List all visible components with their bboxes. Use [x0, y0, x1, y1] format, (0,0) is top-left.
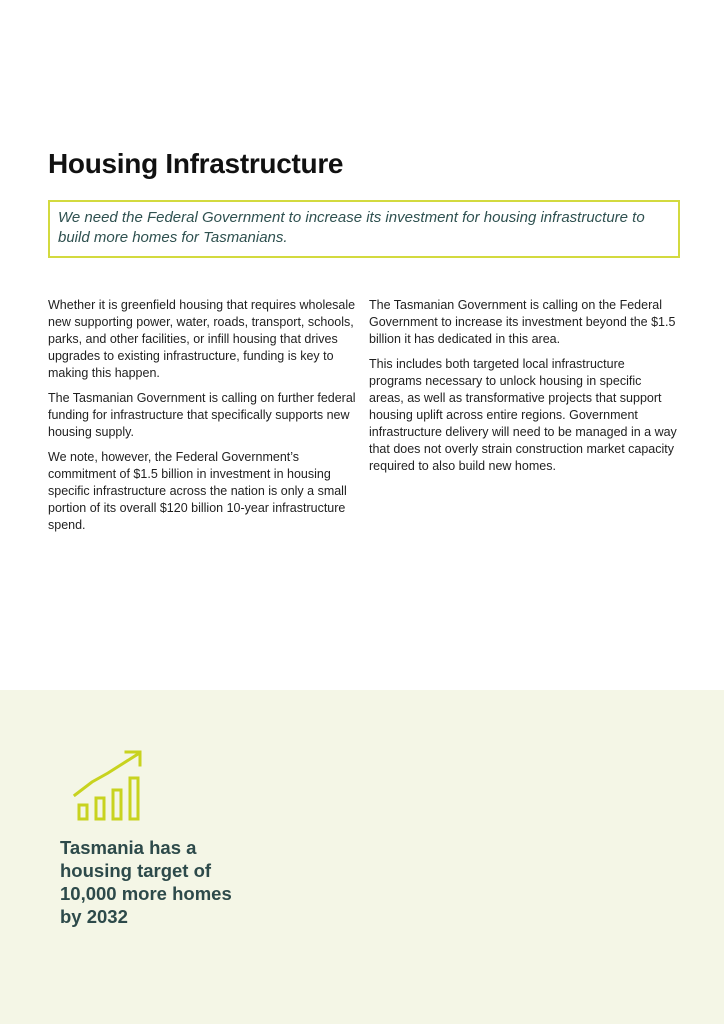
paragraph: The Tasmanian Government is calling on further federal funding for infrastructure that specifically supports new housing supply.	[48, 391, 356, 439]
housing-target-line: 10,000 more homes	[60, 883, 232, 904]
left-column	[48, 297, 356, 542]
page-title: Housing Infrastructure	[48, 148, 344, 179]
paragraph: We note, however, the Federal Government’s commitment of $1.5 billion in investment in housing specific infrastructure across the nation is only a small portion of its overall $120 billion 10-year infrastructure spend.	[48, 450, 347, 532]
right-column	[369, 297, 677, 483]
callout-text: We need the Federal Government to increase its investment for housing infrastructure to build more homes for Tasmanians.	[58, 209, 645, 246]
callout-box	[48, 200, 680, 258]
housing-target-line: housing target of	[60, 860, 212, 881]
paragraph: Whether it is greenfield housing that requires wholesale new supporting power, water, roads, transport, schools, parks, and other facilities, or infill housing that drives upgrades to existing infrastructure, funding is key to making this happen.	[48, 298, 356, 380]
housing-target-line: Tasmania has a	[60, 837, 197, 858]
paragraph: This includes both targeted local infrastructure programs necessary to unlock housing in specific areas, as well as transformative projects that support housing uplift across entire regions. Government infrastructure delivery will need to be managed in a way that does not overly strain construction market capacity required to also build new homes.	[369, 357, 677, 473]
housing-target-text	[60, 836, 280, 928]
growth-chart-icon	[70, 747, 148, 823]
housing-target-line: by 2032	[60, 906, 128, 927]
paragraph: The Tasmanian Government is calling on the Federal Government to increase its investment beyond the $1.5 billion it has dedicated in this area.	[369, 298, 676, 346]
